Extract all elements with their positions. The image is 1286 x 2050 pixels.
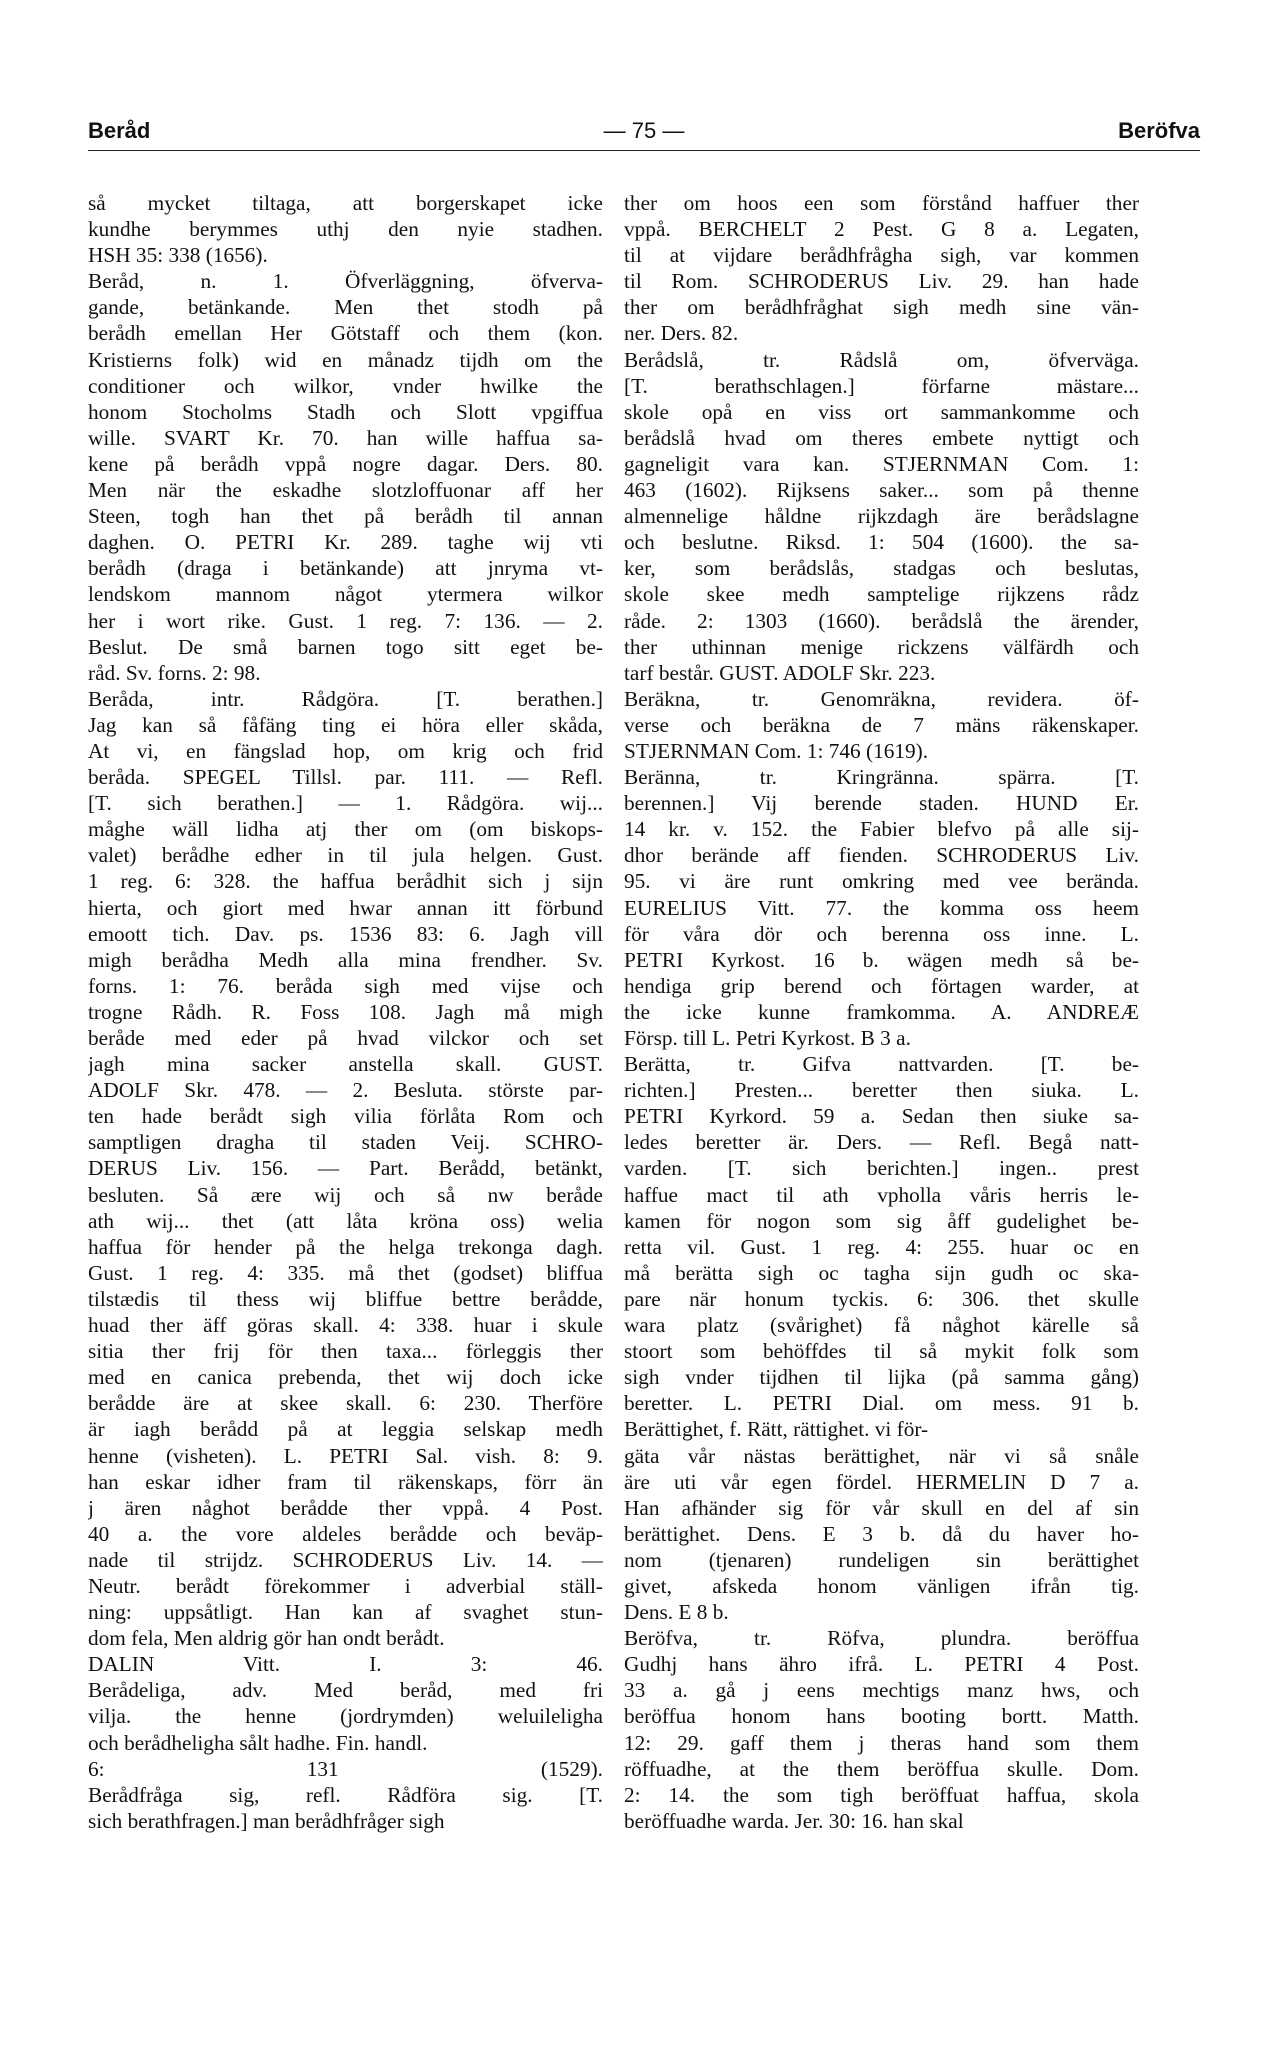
text-line: sitia ther frij för then taxa... förleggis ther xyxy=(88,1339,603,1364)
text-line: så mycket tiltaga, att borgerskapet icke xyxy=(88,191,603,215)
text-line: Kristierns folk) wid en månadz tijdh om the xyxy=(88,347,603,372)
text-line: beröffua honom hans booting bortt. Matth. xyxy=(624,1704,1139,1729)
text-line: haffue mact til ath vpholla våris herris le- xyxy=(624,1182,1139,1207)
text-line: råde. 2: 1303 (1660). berådslå the ärender, xyxy=(624,608,1139,633)
text-line: berättighet. Dens. E 3 b. då du haver ho- xyxy=(624,1521,1139,1546)
text-line: 33 a. gå j eens mechtigs manz hws, och xyxy=(624,1678,1139,1703)
text-line: henne (visheten). L. PETRI Sal. vish. 8: 9. xyxy=(88,1443,603,1468)
header-rule xyxy=(88,150,1200,151)
text-line: the icke kunne framkomma. A. ANDREÆ xyxy=(624,999,1139,1024)
text-line: berådh emellan Her Götstaff och them (kon. xyxy=(88,321,603,346)
text-line: ker, som berådslås, stadgas och beslutas, xyxy=(624,556,1139,581)
text-line: Gudhj hans ähro ifrå. L. PETRI 4 Post. xyxy=(624,1652,1139,1677)
text-line: At vi, en fängslad hop, om krig och frid xyxy=(88,738,603,763)
text-line: wille. SVART Kr. 70. han wille haffua sa- xyxy=(88,425,603,450)
text-line: tilstædis til thess wij bliffue bettre berådde, xyxy=(88,1286,603,1311)
text-line: för våra dör och berenna oss inne. L. xyxy=(624,921,1139,946)
text-line: [T. berathschlagen.] förfarne mästare... xyxy=(624,373,1139,398)
text-line: råd. Sv. forns. 2: 98. xyxy=(88,660,261,685)
text-line: sigh vnder tijdhen til lijka (på samma gång) xyxy=(624,1365,1139,1390)
text-line: stoort som behöffdes til så mykit folk som xyxy=(624,1339,1139,1364)
text-line: äre uti vår egen fördel. HERMELIN D 7 a. xyxy=(624,1469,1139,1494)
text-line: ther om berådhfråghat sigh medh sine vän- xyxy=(624,295,1139,320)
text-line: 6: 131 (1529). xyxy=(88,1756,603,1781)
text-line: besluten. Så ære wij och så nw beråde xyxy=(88,1182,603,1207)
text-line: Berätta, tr. Gifva nattvarden. [T. be- xyxy=(624,1052,1139,1077)
text-line: givet, afskeda honom vänligen ifrån tig. xyxy=(624,1573,1139,1598)
text-line: valet) berådhe edher in til jula helgen. Gust. xyxy=(88,843,603,868)
text-line: måghe wäll lidha atj ther om (om biskops- xyxy=(88,817,603,842)
text-line: Beröfva, tr. Röfva, plundra. beröffua xyxy=(624,1626,1139,1651)
text-line: Berådeliga, adv. Med beråd, med fri xyxy=(88,1678,603,1703)
text-line: Dens. E 8 b. xyxy=(624,1600,729,1625)
text-line: Gust. 1 reg. 4: 335. må thet (godset) bliffua xyxy=(88,1260,603,1285)
text-line: her i wort rike. Gust. 1 reg. 7: 136. — 2. xyxy=(88,608,603,633)
text-line: Men när the eskadhe slotzloffuonar aff her xyxy=(88,478,603,503)
text-line: hendiga grip berend och förtagen warder, at xyxy=(624,973,1139,998)
text-line: beröffuadhe warda. Jer. 30: 16. han skal xyxy=(624,1808,964,1833)
text-line: Han afhänder sig för vår skull en del af sin xyxy=(624,1495,1139,1520)
text-line: 12: 29. gaff them j theras hand som them xyxy=(624,1730,1139,1755)
text-line: til at vijdare berådhfrågha sigh, var kommen xyxy=(624,243,1139,268)
text-line: samptligen dragha til staden Veij. SCHRO- xyxy=(88,1130,603,1155)
text-line: dhor berände aff fienden. SCHRODERUS Liv. xyxy=(624,843,1139,868)
text-line: huad ther äff göras skall. 4: 338. huar i skule xyxy=(88,1313,603,1338)
text-line: ning: uppsåtligt. Han kan af svaghet stun- xyxy=(88,1600,603,1625)
text-line: 2: 14. the som tigh beröffuat haffua, skola xyxy=(624,1782,1139,1807)
text-line: Berättighet, f. Rätt, rättighet. vi för- xyxy=(624,1417,929,1442)
text-line: [T. sich berathen.] — 1. Rådgöra. wij... xyxy=(88,791,603,816)
text-line: 14 kr. v. 152. the Fabier blefvo på alle sij- xyxy=(624,817,1139,842)
text-line: DERUS Liv. 156. — Part. Berådd, betänkt, xyxy=(88,1156,603,1181)
text-line: vilja. the henne (jordrymden) weluileligha xyxy=(88,1704,603,1729)
text-line: han eskar idher fram til räkenskaps, förr än xyxy=(88,1469,603,1494)
text-line: honom Stocholms Stadh och Slott vpgiffua xyxy=(88,399,603,424)
text-line: trogne Rådh. R. Foss 108. Jagh må migh xyxy=(88,999,603,1024)
text-line: gagneligit vara kan. STJERNMAN Com. 1: xyxy=(624,451,1139,476)
text-line: Jag kan så fåfäng ting ei höra eller skåda, xyxy=(88,712,603,737)
text-line: vppå. BERCHELT 2 Pest. G 8 a. Legaten, xyxy=(624,217,1139,242)
text-line: til Rom. SCHRODERUS Liv. 29. han hade xyxy=(624,269,1139,294)
right-column xyxy=(624,190,1139,1834)
text-line: PETRI Kyrkord. 59 a. Sedan then siuke sa- xyxy=(624,1104,1139,1129)
text-line: Beråda, intr. Rådgöra. [T. berathen.] xyxy=(88,686,603,711)
text-line: berådde äre at skee skall. 6: 230. Therföre xyxy=(88,1391,603,1416)
text-line: med en canica prebenda, thet wij doch icke xyxy=(88,1365,603,1390)
text-line: skole skee medh samptelige rijkzens rådz xyxy=(624,582,1139,607)
text-line: beråda. SPEGEL Tillsl. par. 111. — Refl. xyxy=(88,765,603,790)
text-line: pare när honum tyckis. 6: 306. thet skulle xyxy=(624,1286,1139,1311)
text-line: forns. 1: 76. beråda sigh med vijse och xyxy=(88,973,603,998)
text-line: Försp. till L. Petri Kyrkost. B 3 a. xyxy=(624,1026,911,1050)
text-line: ADOLF Skr. 478. — 2. Besluta. störste par- xyxy=(88,1078,603,1103)
text-line: 463 (1602). Rijksens saker... som på thenne xyxy=(624,478,1139,503)
text-line: ledes beretter är. Ders. — Refl. Begå natt- xyxy=(624,1130,1139,1155)
page-header xyxy=(88,118,1200,148)
text-line: Berådslå, tr. Rådslå om, öfverväga. xyxy=(624,347,1139,372)
text-line: conditioner och wilkor, vnder hwilke the xyxy=(88,373,603,398)
text-line: är iagh berådd på at leggia selskap medh xyxy=(88,1417,603,1442)
text-line: ther om hoos een som förstånd haffuer ther xyxy=(624,191,1139,215)
text-line: wara platz (svårighet) få någhot kärelle så xyxy=(624,1313,1139,1338)
text-line: varden. [T. sich berichten.] ingen.. prest xyxy=(624,1156,1139,1181)
text-line: 40 a. the vore aldeles berådde och beväp- xyxy=(88,1521,603,1546)
text-line: migh berådha Medh alla mina frendher. Sv. xyxy=(88,947,603,972)
text-line: jagh mina sacker anstella skall. GUST. xyxy=(88,1052,603,1077)
text-line: kamen för nogon som sig åff gudelighet be- xyxy=(624,1208,1139,1233)
header-right-word: Beröfva xyxy=(1118,118,1200,143)
text-line: verse och beräkna de 7 mäns räkenskaper. xyxy=(624,712,1139,737)
text-line: beretter. L. PETRI Dial. om mess. 91 b. xyxy=(624,1391,1139,1416)
text-line: Beränna, tr. Kringränna. spärra. [T. xyxy=(624,765,1139,790)
header-left-word: Beråd xyxy=(88,118,151,143)
text-line: DALIN Vitt. I. 3: 46. xyxy=(88,1652,603,1677)
text-line: haffua för hender på the helga trekonga dagh. xyxy=(88,1234,603,1259)
text-line: Berådfråga sig, refl. Rådföra sig. [T. xyxy=(88,1782,603,1807)
text-line: röffuadhe, at the them beröffua skulle. Dom. xyxy=(624,1756,1139,1781)
text-line: sich berathfragen.] man berådhfråger sigh xyxy=(88,1808,445,1833)
text-line: gande, betänkande. Men thet stodh på xyxy=(88,295,603,320)
text-line: ther uthinnan menige rickzens välfärdh och xyxy=(624,634,1139,659)
text-line: ath wij... thet (att låta kröna oss) welia xyxy=(88,1208,603,1233)
text-line: emoott tich. Dav. ps. 1536 83: 6. Jagh vill xyxy=(88,921,603,946)
text-line: ten hade berådt sigh vilia förlåta Rom och xyxy=(88,1104,603,1129)
text-line: tarf består. GUST. ADOLF Skr. 223. xyxy=(624,660,936,685)
text-line: skole opå en viss ort sammankomme och xyxy=(624,399,1139,424)
text-line: richten.] Presten... beretter then siuka. L. xyxy=(624,1078,1139,1103)
text-line: hierta, och giort med hwar annan itt förbund xyxy=(88,895,603,920)
text-line: lendskom mannom något ytermera wilkor xyxy=(88,582,603,607)
text-line: kundhe berymmes uthj den nyie stadhen. xyxy=(88,217,603,242)
text-line: HSH 35: 338 (1656). xyxy=(88,243,268,268)
text-line: almennelige håldne rijkzdagh äre berådslagne xyxy=(624,504,1139,529)
text-line: nom (tjenaren) rundeligen sin berättighet xyxy=(624,1547,1139,1572)
text-line: gäta vår nästas berättighet, när vi så snåle xyxy=(624,1443,1139,1468)
page-number: — 75 — xyxy=(603,118,685,143)
text-line: berennen.] Vij berende staden. HUND Er. xyxy=(624,791,1139,816)
text-line: berådslå hvad om theres embete nyttigt och xyxy=(624,425,1139,450)
text-line: daghen. O. PETRI Kr. 289. taghe wij vti xyxy=(88,530,603,555)
text-line: nade til strijdz. SCHRODERUS Liv. 14. — xyxy=(88,1547,603,1572)
text-line: Neutr. berådt förekommer i adverbial ställ- xyxy=(88,1573,603,1598)
text-line: Beslut. De små barnen togo sitt eget be- xyxy=(88,634,603,659)
text-line: dom fela, Men aldrig gör han ondt berådt. xyxy=(88,1626,445,1651)
text-line: må berätta sigh oc tagha sijn gudh oc ska- xyxy=(624,1260,1139,1285)
text-line: och beslutne. Riksd. 1: 504 (1600). the sa- xyxy=(624,530,1139,555)
text-line: j ären någhot berådde ther vppå. 4 Post. xyxy=(88,1495,603,1520)
text-line: 1 reg. 6: 328. the haffua berådhit sich j sijn xyxy=(88,869,603,894)
text-line: 95. vi äre runt omkring med vee berända. xyxy=(624,869,1139,894)
text-line: STJERNMAN Com. 1: 746 (1619). xyxy=(624,738,929,763)
text-line: och berådheligha sålt hadhe. Fin. handl. xyxy=(88,1730,428,1755)
text-line: retta vil. Gust. 1 reg. 4: 255. huar oc en xyxy=(624,1234,1139,1259)
left-column xyxy=(88,190,603,1834)
text-line: berådh (draga i betänkande) att jnryma vt- xyxy=(88,556,603,581)
text-line: EURELIUS Vitt. 77. the komma oss heem xyxy=(624,895,1139,920)
text-line: kene på berådh vppå nogre dagar. Ders. 80. xyxy=(88,451,603,476)
text-line: Steen, togh han thet på berådh til annan xyxy=(88,504,603,529)
text-line: Beräkna, tr. Genomräkna, revidera. öf- xyxy=(624,686,1139,711)
text-line: PETRI Kyrkost. 16 b. wägen medh så be- xyxy=(624,947,1139,972)
text-line: Beråd, n. 1. Öfverläggning, öfverva- xyxy=(88,269,603,294)
text-line: ner. Ders. 82. xyxy=(624,321,739,346)
text-line: beråde med eder på hvad vilckor och set xyxy=(88,1026,603,1050)
